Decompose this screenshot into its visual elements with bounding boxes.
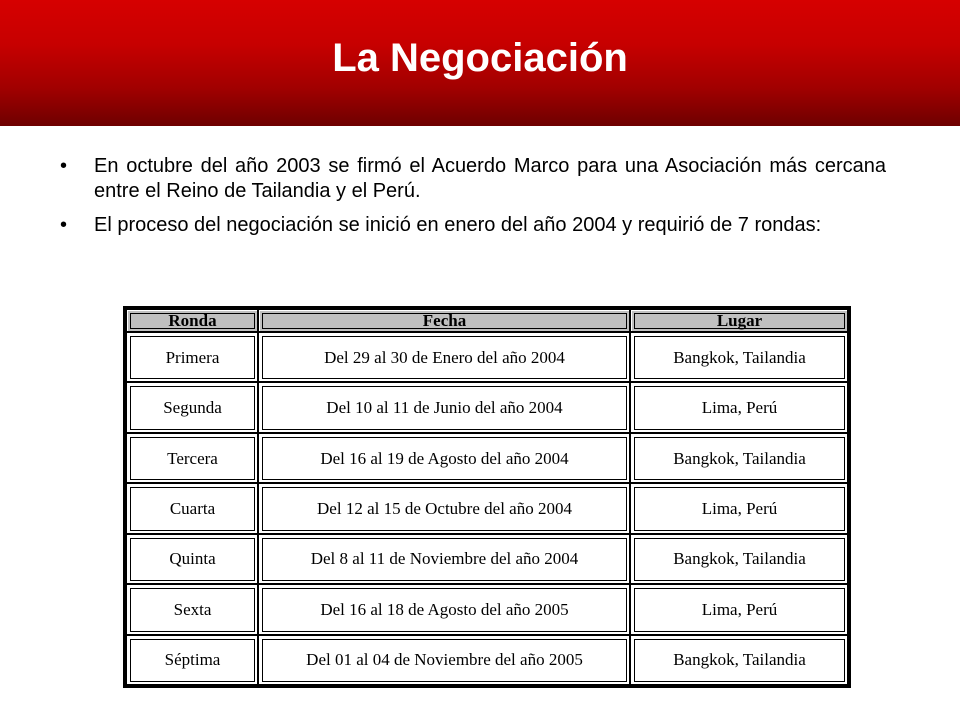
header-ronda: Ronda (127, 310, 257, 331)
cell-fecha: Del 16 al 19 de Agosto del año 2004 (259, 434, 629, 482)
table-row (127, 333, 847, 381)
cell-lugar: Bangkok, Tailandia (631, 535, 847, 583)
cell-lugar: Lima, Perú (631, 484, 847, 532)
cell-ronda: Tercera (127, 434, 257, 482)
bullet-text: El proceso del negociación se inició en enero del año 2004 y requirió de 7 rondas: (94, 214, 822, 236)
cell-fecha: Del 10 al 11 de Junio del año 2004 (259, 383, 629, 431)
table-row (127, 383, 847, 431)
title-bar (0, 0, 960, 126)
table-row (127, 434, 847, 482)
bullet-item (56, 154, 886, 204)
bullet-dot-icon: • (60, 214, 68, 236)
table-header-row (127, 310, 847, 331)
bullet-item (56, 213, 886, 238)
cell-lugar: Bangkok, Tailandia (631, 636, 847, 684)
slide-title: La Negociación (332, 36, 628, 80)
rounds-table (125, 308, 849, 686)
cell-fecha: Del 29 al 30 de Enero del año 2004 (259, 333, 629, 381)
cell-lugar: Bangkok, Tailandia (631, 333, 847, 381)
table-row (127, 636, 847, 684)
cell-lugar: Lima, Perú (631, 383, 847, 431)
table-row (127, 484, 847, 532)
table-row (127, 535, 847, 583)
cell-ronda: Cuarta (127, 484, 257, 532)
header-lugar: Lugar (631, 310, 847, 331)
cell-lugar: Bangkok, Tailandia (631, 434, 847, 482)
rounds-table-frame (123, 306, 851, 688)
bullet-text: En octubre del año 2003 se firmó el Acuerdo Marco para una Asociación más cercana entre el Reino de Tailandia y el Perú. (94, 155, 886, 202)
cell-ronda: Primera (127, 333, 257, 381)
cell-lugar: Lima, Perú (631, 585, 847, 633)
cell-ronda: Segunda (127, 383, 257, 431)
bullet-list (56, 154, 886, 247)
table-row (127, 585, 847, 633)
cell-ronda: Quinta (127, 535, 257, 583)
cell-ronda: Séptima (127, 636, 257, 684)
cell-fecha: Del 01 al 04 de Noviembre del año 2005 (259, 636, 629, 684)
cell-fecha: Del 8 al 11 de Noviembre del año 2004 (259, 535, 629, 583)
header-fecha: Fecha (259, 310, 629, 331)
cell-fecha: Del 12 al 15 de Octubre del año 2004 (259, 484, 629, 532)
bullet-dot-icon: • (60, 155, 68, 177)
cell-fecha: Del 16 al 18 de Agosto del año 2005 (259, 585, 629, 633)
cell-ronda: Sexta (127, 585, 257, 633)
